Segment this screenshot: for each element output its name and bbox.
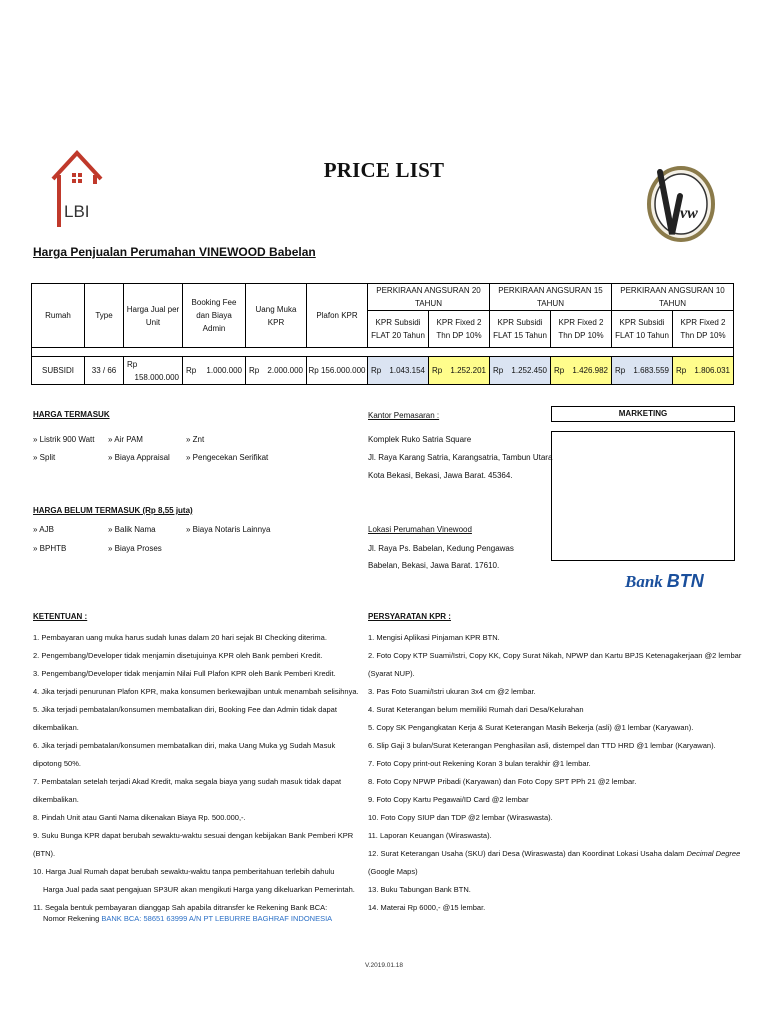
col-20-flat: KPR Subsidi FLAT 20 Tahun	[368, 311, 429, 348]
price-table	[31, 283, 734, 385]
group-15-tahun: PERKIRAAN ANGSURAN 15 TAHUN	[490, 284, 612, 311]
vinewood-logo-text: vw	[680, 205, 698, 222]
table-row	[32, 357, 734, 385]
btn-logo-word: BTN	[666, 571, 704, 591]
persyaratan-item: 11. Laporan Keuangan (Wiraswasta).	[368, 831, 492, 840]
cell-10-flat: Rp 1.683.559	[612, 357, 673, 385]
harga-belum-item: » Biaya Proses	[108, 544, 162, 553]
cell-booking: Rp 1.000.000	[183, 357, 246, 385]
page-title: PRICE LIST	[323, 158, 445, 182]
persyaratan-item: 5. Copy SK Pengangkatan Kerja & Surat Keterangan Masih Bekerja (asli) @1 lembar (Karyawan).	[368, 723, 694, 732]
ketentuan-item: 6. Jika terjadi pembatalan/konsumen membatalkan diri, maka Uang Muka yg Sudah Masuk dipotong 50%.	[33, 741, 336, 768]
cell-15-fixed: Rp 1.426.982	[551, 357, 612, 385]
rekening-label: Nomor Rekening	[43, 914, 100, 923]
ketentuan-item: 2. Pengembang/Developer tidak menjamin disetujuinya KPR oleh Bank pemberi Kredit.	[33, 651, 323, 660]
harga-belum-item: » BPHTB	[33, 544, 67, 553]
col-type: Type	[85, 284, 124, 348]
persyaratan-item: 1. Mengisi Aplikasi Pinjaman KPR BTN.	[368, 633, 500, 642]
ketentuan-item: 7. Pembatalan setelah terjadi Akad Kredit, maka segala biaya yang sudah masuk tidak dapat dikembalikan.	[33, 777, 342, 804]
persyaratan-item: 7. Foto Copy print-out Rekening Koran 3 bulan terakhir @1 lembar.	[368, 759, 591, 768]
ketentuan-item: 8. Pindah Unit atau Ganti Nama dikenakan Biaya Rp. 500.000,-.	[33, 813, 246, 822]
ketentuan-item: 10. Harga Jual Rumah dapat berubah sewaktu-waktu tanpa pemberitahuan terlebih dahulu	[33, 867, 335, 876]
kantor-heading: Kantor Pemasaran :	[368, 411, 440, 420]
persyaratan-item: 2. Foto Copy KTP Suami/Istri, Copy KK, Copy Surat Nikah, NPWP dan Kartu BPJS Ketenagakerjaan @2 lembar (Syarat NUP).	[368, 651, 742, 678]
persyaratan-item: 14. Materai Rp 6000,- @15 lembar.	[368, 903, 486, 912]
kantor-line: Kota Bekasi, Bekasi, Jawa Barat. 45364.	[368, 471, 513, 480]
cell-15-flat: Rp 1.252.450	[490, 357, 551, 385]
cell-uang-muka: Rp 2.000.000	[246, 357, 307, 385]
cell-plafon: Rp 156.000.000	[307, 357, 368, 385]
ketentuan-item: 1. Pembayaran uang muka harus sudah lunas dalam 20 hari sejak BI Checking diterima.	[33, 633, 327, 642]
col-10-flat: KPR Subsidi FLAT 10 Tahun	[612, 311, 673, 348]
persyaratan-item: 10. Foto Copy SIUP dan TDP @2 lembar (Wiraswasta).	[368, 813, 553, 822]
persyaratan-item: 9. Foto Copy Kartu Pegawai/ID Card @2 lembar	[368, 795, 529, 804]
col-plafon: Plafon KPR	[307, 284, 368, 348]
kantor-line: Komplek Ruko Satria Square	[368, 435, 472, 444]
persyaratan-item: 3. Pas Foto Suami/Istri ukuran 3x4 cm @2 lembar.	[368, 687, 536, 696]
cell-type: 33 / 66	[85, 357, 124, 385]
lokasi-heading: Lokasi Perumahan Vinewood	[368, 525, 472, 534]
harga-termasuk-item: » Biaya Appraisal	[108, 453, 170, 462]
decimal-degree-text: Decimal Degree	[686, 849, 741, 858]
col-15-fixed: KPR Fixed 2 Thn DP 10%	[551, 311, 612, 348]
cell-20-fixed: Rp 1.252.201	[429, 357, 490, 385]
persyaratan-item: 13. Buku Tabungan Bank BTN.	[368, 885, 471, 894]
cell-10-fixed: Rp 1.806.031	[673, 357, 734, 385]
harga-termasuk-item: » Split	[33, 453, 56, 462]
table-spacer	[32, 348, 734, 357]
lbi-logo-text: LBI	[64, 202, 90, 221]
ketentuan-item: 4. Jika terjadi penurunan Plafon KPR, maka konsumen berkewajiban untuk menambah selisihnya.	[33, 687, 359, 696]
marketing-heading: MARKETING	[551, 406, 735, 422]
col-harga: Harga Jual per Unit	[124, 284, 183, 348]
version-footer: V.2019.01.18	[364, 962, 404, 969]
col-15-flat: KPR Subsidi FLAT 15 Tahun	[490, 311, 551, 348]
marketing-box	[551, 431, 735, 561]
ketentuan-item: 11. Segala bentuk pembayaran dianggap Sah apabila ditransfer ke Rekening Bank BCA:	[33, 903, 328, 912]
ketentuan-item: Harga Jual pada saat pengajuan SP3UR akan mengikuti Harga yang dikeluarkan Pemerintah.	[43, 885, 355, 894]
page-subtitle: Harga Penjualan Perumahan VINEWOOD Babelan	[33, 245, 316, 259]
col-booking: Booking Fee dan Biaya Admin	[183, 284, 246, 348]
persyaratan-item: 4. Surat Keterangan belum memiliki Rumah dari Desa/Kelurahan	[368, 705, 584, 714]
kantor-line: Jl. Raya Karang Satria, Karangsatria, Tambun Utara	[368, 453, 553, 462]
lokasi-line: Jl. Raya Ps. Babelan, Kedung Pengawas	[368, 544, 514, 553]
cell-20-flat: Rp 1.043.154	[368, 357, 429, 385]
ketentuan-item: 5. Jika terjadi pembatalan/konsumen membatalkan diri, Booking Fee dan Admin tidak dapat dikembalikan.	[33, 705, 337, 732]
col-20-fixed: KPR Fixed 2 Thn DP 10%	[429, 311, 490, 348]
cell-harga: Rp 158.000.000	[124, 357, 183, 385]
bank-btn-logo	[625, 571, 704, 592]
group-10-tahun: PERKIRAAN ANGSURAN 10 TAHUN	[612, 284, 734, 311]
persyaratan-item: 12. Surat Keterangan Usaha (SKU) dari Desa (Wiraswasta) dan Koordinat Lokasi Usaha dalam Decimal Degree (Google Maps)	[368, 849, 741, 876]
col-rumah: Rumah	[32, 284, 85, 348]
harga-termasuk-heading: HARGA TERMASUK	[33, 410, 110, 419]
harga-termasuk-item: » Air PAM	[108, 435, 143, 444]
col-uang-muka: Uang Muka KPR	[246, 284, 307, 348]
persyaratan-item: 6. Slip Gaji 3 bulan/Surat Keterangan Penghasilan asli, distempel dan TTD HRD @1 lembar (Karyawan).	[368, 741, 716, 750]
harga-belum-termasuk-heading: HARGA BELUM TERMASUK (Rp 8,55 juta)	[33, 506, 193, 515]
cell-rumah: SUBSIDI	[32, 357, 85, 385]
bank-logo-word: Bank	[625, 572, 663, 591]
ketentuan-item: 3. Pengembang/Developer tidak menjamin Nilai Full Plafon KPR oleh Bank Pemberi Kredit.	[33, 669, 336, 678]
lokasi-line: Babelan, Bekasi, Jawa Barat. 17610.	[368, 561, 500, 570]
harga-belum-item: » Balik Nama	[108, 525, 156, 534]
harga-termasuk-item: » Listrik 900 Watt	[33, 435, 95, 444]
harga-termasuk-item: » Znt	[186, 435, 205, 444]
persyaratan-heading: PERSYARATAN KPR :	[368, 612, 451, 621]
persyaratan-item: 8. Foto Copy NPWP Pribadi (Karyawan) dan Foto Copy SPT PPh 21 @2 lembar.	[368, 777, 637, 786]
ketentuan-heading: KETENTUAN :	[33, 612, 88, 621]
group-20-tahun: PERKIRAAN ANGSURAN 20 TAHUN	[368, 284, 490, 311]
rekening-line	[33, 913, 363, 925]
rekening-value: BANK BCA: 58651 63999 A/N PT LEBURRE BAGHRAF INDONESIA	[101, 914, 333, 923]
harga-belum-item: » Biaya Notaris Lainnya	[186, 525, 271, 534]
col-10-fixed: KPR Fixed 2 Thn DP 10%	[673, 311, 734, 348]
harga-belum-item: » AJB	[33, 525, 54, 534]
ketentuan-item: 9. Suku Bunga KPR dapat berubah sewaktu-waktu sesuai dengan kebijakan Bank Pemberi KPR (BTN).	[33, 831, 354, 858]
harga-termasuk-item: » Pengecekan Serifikat	[186, 453, 269, 462]
